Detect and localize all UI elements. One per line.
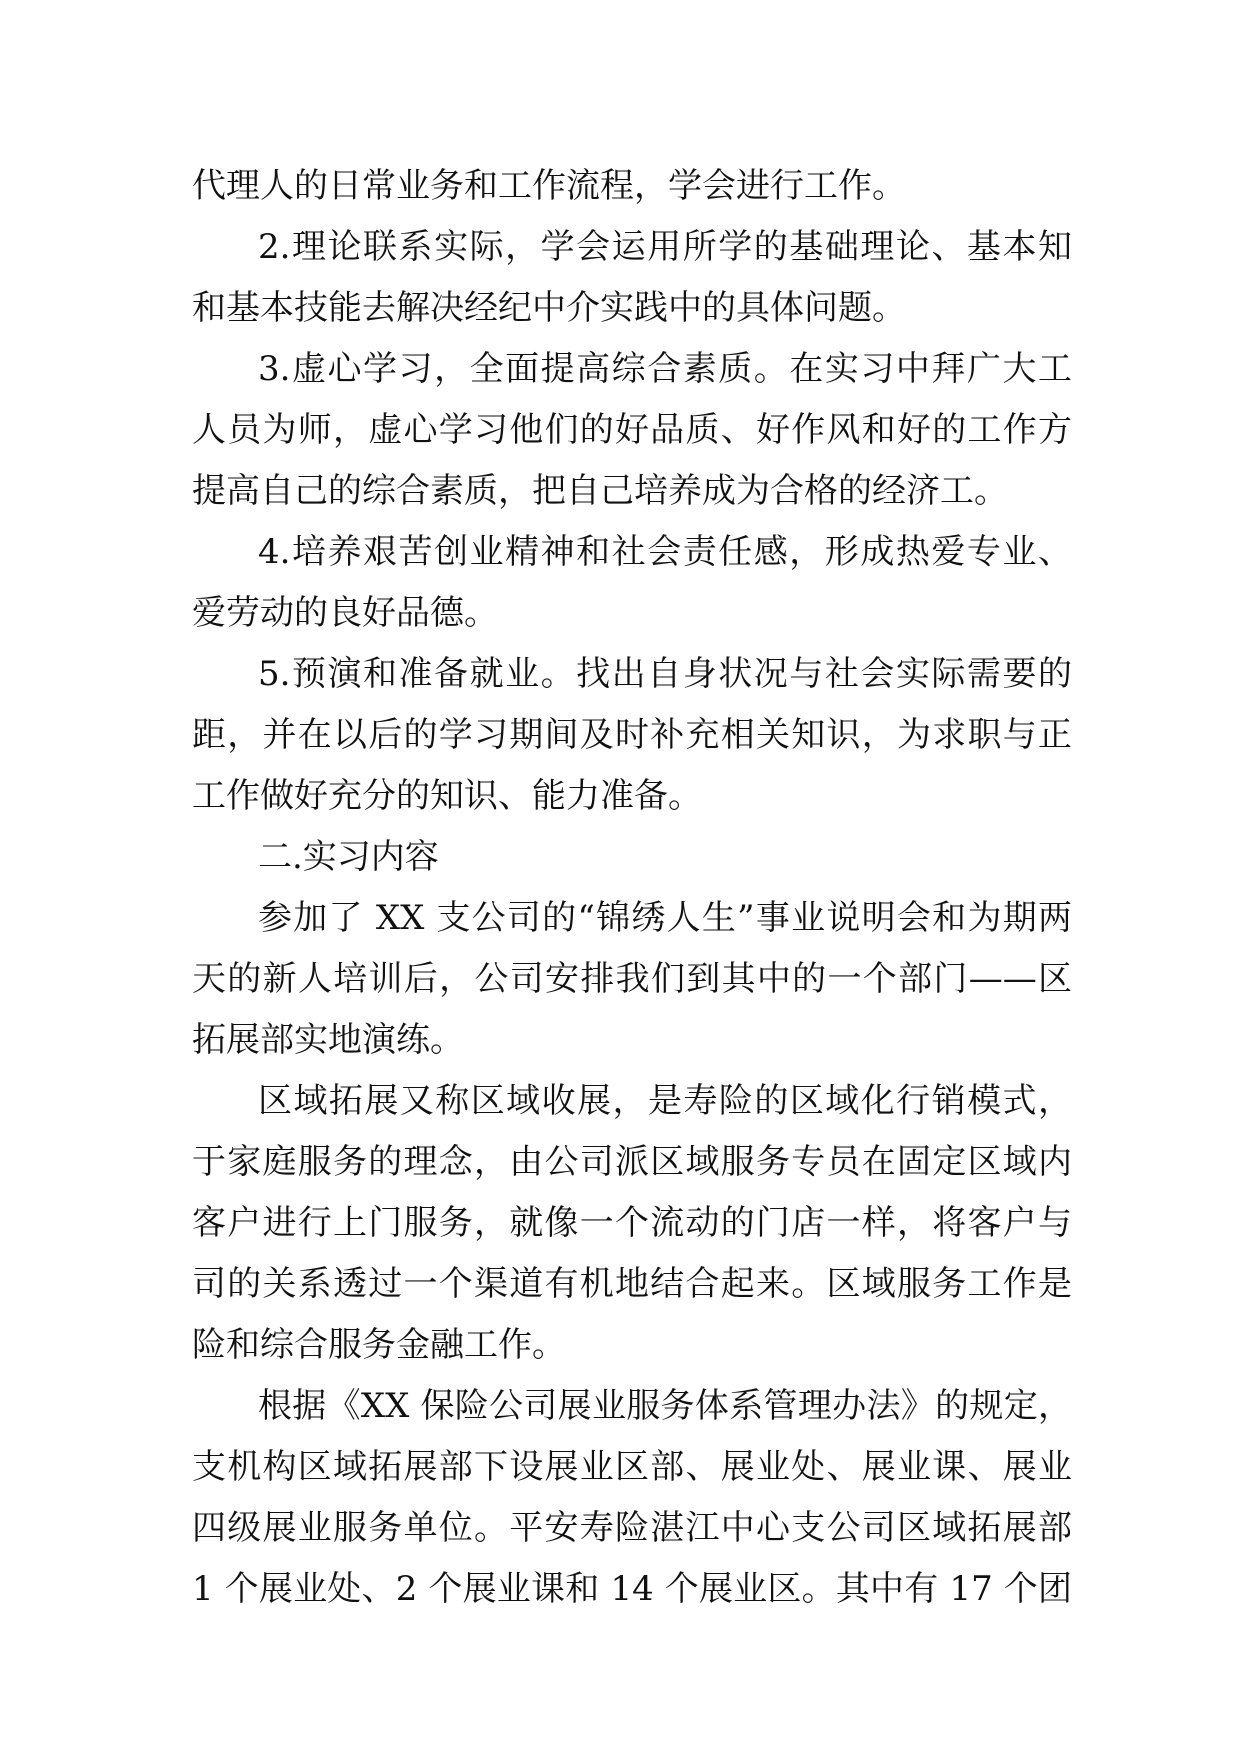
text-line: 于家庭服务的理念，由公司派区域服务专员在固定区域内 bbox=[192, 1142, 1072, 1182]
text-line: 工作做好充分的知识、能力准备。 bbox=[192, 776, 702, 816]
text-line: 2.理论联系实际，学会运用所学的基础理论、基本知 bbox=[258, 227, 1072, 267]
text-line: 人员为师，虚心学习他们的好品质、好作风和好的工作方 bbox=[192, 410, 1072, 450]
text-line: 提高自己的综合素质，把自己培养成为合格的经济工。 bbox=[192, 471, 1008, 511]
text-line: 3.虚心学习，全面提高综合素质。在实习中拜广大工 bbox=[258, 349, 1072, 389]
text-line: 5.预演和准备就业。找出自身状况与社会实际需要的 bbox=[258, 654, 1072, 694]
text-line: 四级展业服务单位。平安寿险湛江中心支公司区域拓展部 bbox=[192, 1508, 1072, 1548]
text-line: 支机构区域拓展部下设展业区部、展业处、展业课、展业 bbox=[192, 1447, 1072, 1487]
text-line: 二.实习内容 bbox=[258, 837, 439, 877]
text-line: 和基本技能去解决经纪中介实践中的具体问题。 bbox=[192, 288, 906, 328]
text-line: 天的新人培训后，公司安排我们到其中的一个部门——区 bbox=[192, 959, 1072, 999]
text-line: 1 个展业处、2 个展业课和 14 个展业区。其中有 17 个团 bbox=[192, 1569, 1072, 1609]
text-line: 客户进行上门服务，就像一个流动的门店一样，将客户与 bbox=[192, 1203, 1072, 1243]
text-line: 司的关系透过一个渠道有机地结合起来。区域服务工作是 bbox=[192, 1264, 1072, 1304]
text-line: 代理人的日常业务和工作流程，学会进行工作。 bbox=[192, 166, 906, 206]
text-line: 4.培养艰苦创业精神和社会责任感，形成热爱专业、 bbox=[258, 532, 1072, 572]
text-line: 距，并在以后的学习期间及时补充相关知识，为求职与正 bbox=[192, 715, 1072, 755]
text-line: 参加了 XX 支公司的“锦绣人生”事业说明会和为期两 bbox=[258, 898, 1072, 938]
document-body bbox=[192, 156, 1072, 1620]
text-line: 爱劳动的良好品德。 bbox=[192, 593, 498, 633]
text-line: 根据《XX 保险公司展业服务体系管理办法》的规定， bbox=[258, 1386, 1072, 1426]
text-line: 拓展部实地演练。 bbox=[192, 1020, 464, 1060]
text-line: 区域拓展又称区域收展，是寿险的区域化行销模式， bbox=[258, 1081, 1072, 1121]
text-line: 险和综合服务金融工作。 bbox=[192, 1325, 566, 1365]
